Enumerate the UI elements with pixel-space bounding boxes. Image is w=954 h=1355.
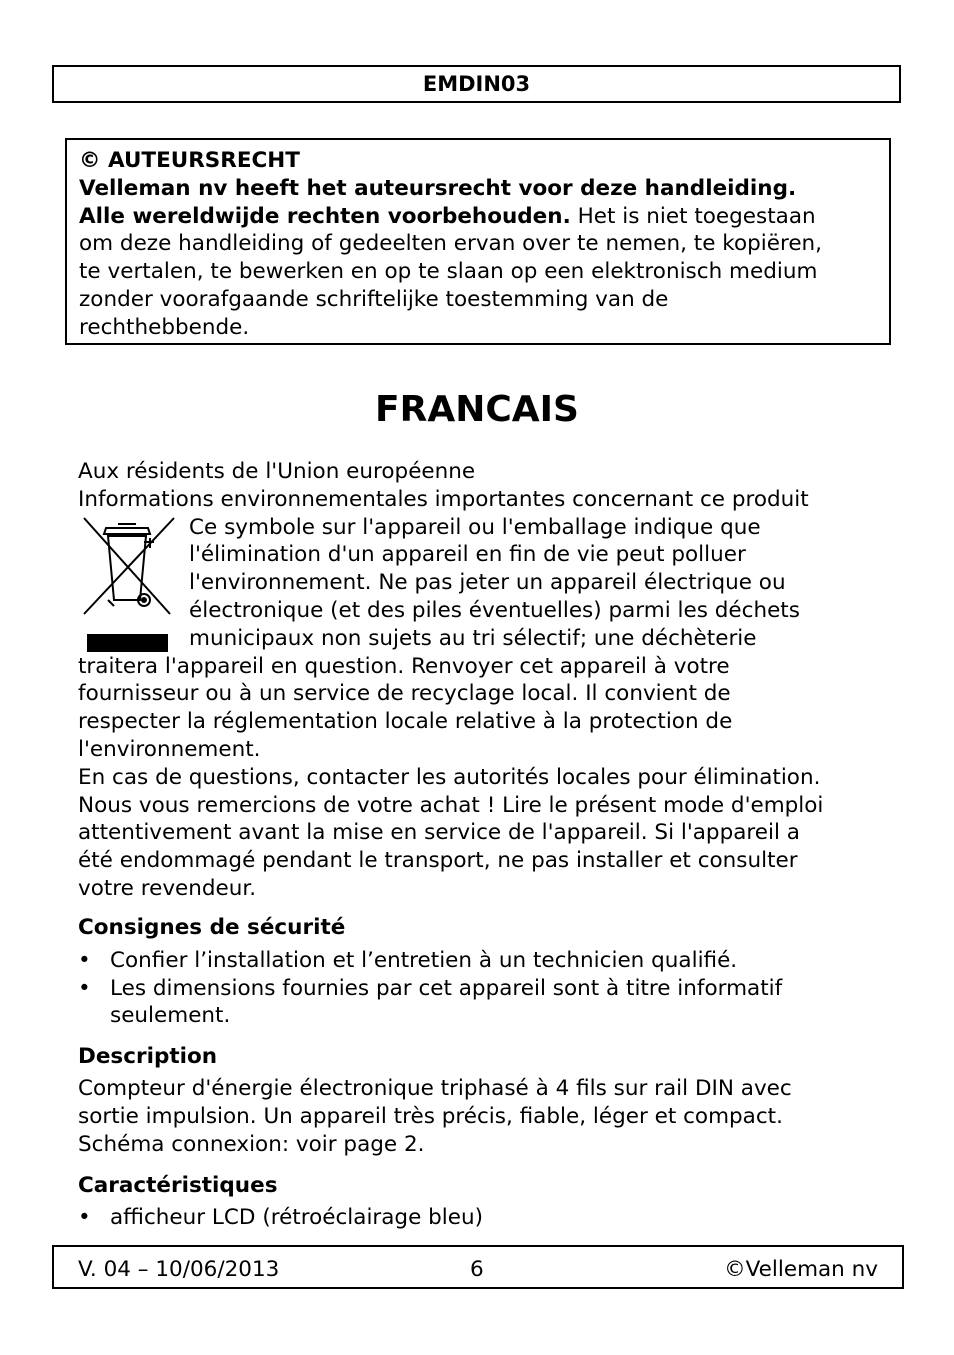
intro-line: l'élimination d'un appareil en fin de vie peut polluer <box>189 542 746 568</box>
environment-info <box>78 458 898 903</box>
intro-line: électronique (et des piles éventuelles) parmi les déchets <box>189 597 800 623</box>
intro-line: attentivement avant la mise en service de l'appareil. Si l'appareil a <box>78 820 800 846</box>
intro-line: l'environnement. <box>78 736 261 762</box>
copyright-line-2-rest: Het is niet toegestaan <box>570 203 816 229</box>
list-item-text: Les dimensions fournies par cet appareil sont à titre informatif <box>110 976 783 1001</box>
section-title: FRANCAIS <box>375 389 579 430</box>
intro-line: Aux résidents de l'Union européenne <box>78 459 476 484</box>
description-line: Schéma connexion: voir page 2. <box>78 1131 425 1157</box>
version-date: V. 04 – 10/06/2013 <box>78 1257 280 1282</box>
copyright-heading: © AUTEURSRECHT <box>79 148 300 173</box>
safety-heading: Consignes de sécurité <box>78 915 346 940</box>
intro-line: Informations environnementales importantes concernant ce produit <box>78 486 809 512</box>
intro-line: l'environnement. Ne pas jeter un appareil électrique ou <box>189 570 786 596</box>
copyright-line: rechthebbende. <box>79 314 250 340</box>
description-heading: Description <box>78 1044 218 1069</box>
intro-line: fournisseur ou à un service de recyclage local. Il convient de <box>78 681 731 707</box>
description-line: Compteur d'énergie électronique triphasé à 4 fils sur rail DIN avec <box>78 1076 792 1101</box>
copyright-line: om deze handleiding of gedeelten ervan over te nemen, te kopiëren, <box>79 231 823 257</box>
list-item-text: seulement. <box>110 1003 231 1028</box>
copyright-bold-line-1: Velleman nv heeft het auteursrecht voor deze handleiding. <box>79 175 797 201</box>
intro-line: municipaux non sujets au tri sélectif; une déchèterie <box>189 625 757 651</box>
intro-line: Nous vous remercions de votre achat ! Lire le présent mode d'emploi <box>78 792 824 818</box>
page-number: 6 <box>470 1257 484 1282</box>
page-footer <box>52 1245 904 1289</box>
copyright-line: te vertalen, te bewerken en op te slaan op een elektronisch medium <box>79 259 818 285</box>
bullet-dot: • <box>78 1205 91 1230</box>
copyright-bold-line-2: Alle wereldwijde rechten voorbehouden. <box>79 203 571 229</box>
list-item-text: afficheur LCD (rétroéclairage bleu) <box>110 1205 484 1230</box>
intro-line: Ce symbole sur l'appareil ou l'emballage indique que <box>189 514 761 540</box>
description-text <box>78 1075 898 1158</box>
features-heading: Caractéristiques <box>78 1173 278 1198</box>
description-line: sortie impulsion. Un appareil très précis, fiable, léger et compact. <box>78 1103 783 1129</box>
intro-line: respecter la réglementation locale relative à la protection de <box>78 709 733 735</box>
copyright-box <box>65 138 891 345</box>
model-number: EMDIN03 <box>422 72 531 96</box>
bullet-dot: • <box>78 976 91 1001</box>
intro-line: votre revendeur. <box>78 875 257 901</box>
bullet-dot: • <box>78 948 91 973</box>
intro-line: traitera l'appareil en question. Renvoyer cet appareil à votre <box>78 653 730 679</box>
document-header <box>52 65 901 103</box>
copyright-line: zonder voorafgaande schriftelijke toestemming van de <box>79 286 669 312</box>
list-item-text: Confier l’installation et l’entretien à un technicien qualifié. <box>110 948 738 973</box>
intro-line: été endommagé pendant le transport, ne pas installer et consulter <box>78 848 798 874</box>
copyright-owner: ©Velleman nv <box>724 1257 878 1282</box>
intro-line: En cas de questions, contacter les autorités locales pour élimination. <box>78 764 821 790</box>
